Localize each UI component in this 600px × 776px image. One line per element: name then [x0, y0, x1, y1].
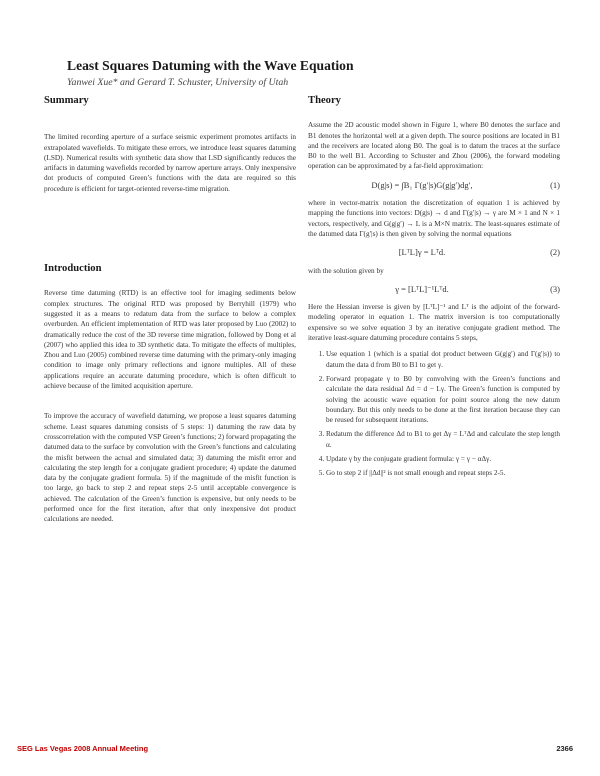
equation-1-number: (1) [550, 179, 560, 190]
equation-1-body: D(g|s) = ∫B₁ Γ(g′|s)G(g|g′)dg′, [371, 179, 473, 190]
equation-3 [308, 284, 560, 294]
paper-header [67, 58, 547, 88]
equation-3-body: γ = [LᵀL]⁻¹Lᵀd. [395, 283, 449, 294]
theory-paragraph-4: Here the Hessian inverse is given by [LᵀL]⁻¹ and Lᵀ is the adjoint of the forward-modeling operator in equation 1. The matrix inversion is too computationally expensive so we solve equation 3 by an iterative conjugate gradient method. The iterative least-square datuming procedure contains 5 steps, [308, 303, 560, 343]
procedure-step: 3. Redatum the difference Δd to B1 to get Δγ = LᵀΔd and calculate the step length α. [326, 429, 560, 450]
procedure-step: 1. Use equation 1 (which is a spatial dot product between G(g|g′) and Γ(g′|s)) to datum the data d from B0 to B1 to get γ. [326, 349, 560, 370]
paper-title: Least Squares Datuming with the Wave Equation [67, 58, 354, 73]
footer-page-number: 2366 [556, 744, 573, 753]
introduction-heading: Introduction [44, 263, 102, 275]
equation-1 [308, 180, 560, 190]
introduction-paragraph-2: To improve the accuracy of wavefield datuming, we propose a least squares datuming scheme. Least squares datuming consists of 5 steps: 1) datuming the raw data by crosscorrelation with the computed VSP Green’s functions; 2) forward propagating the datumed data to the surface by convolution with the Green’s functions and calculating the misfit between the actual and simulated data; 3) datuming the misfit error and calculating the step length for a conjugate gradient procedure; 4) update the datumed data by the conjugate gradient formula. 5) if the magnitude of the misfit function is too large, go back to step 2 and repeat steps 2-5 until acceptable convergence is achieved. The calculation of the Green’s function is expensive, but only needs to be performed once for the first iteration, after that only inexpensive dot product calculations are needed. [44, 412, 296, 524]
procedure-steps [308, 349, 560, 478]
equation-3-number: (3) [550, 283, 560, 294]
introduction-paragraph-1: Reverse time datuming (RTD) is an effective tool for imaging sediments below complex structures. The original RTD was proposed by Berryhill (1979) who suggested it as a means to redatum data from the surface to below a complex overburden. An efficient implementation of RTD was later proposed by Luo (2002) to dramatically reduce the cost of the 3D reverse time migration, followed by Dong et al (2007) who applied this idea to 3D synthetic data. To mitigate the effects of multiples, Zhou and Luo (2005) combined reverse time datuming with the primary-only imaging condition to image only primary reflections and ignore multiples. All of these applications require an accurate datuming procedure, which is often difficult to achieve because of the limited acquisition aperture. [44, 289, 296, 391]
theory-heading: Theory [308, 95, 341, 106]
procedure-step: 5. Go to step 2 if ||Δd||² is not small enough and repeat steps 2-5. [326, 468, 560, 478]
theory-paragraph-2: where in vector-matrix notation the discretization of equation 1 is achieved by mapping the functions into vectors: D(g|s) → d and Γ(g′|s) → γ are M × 1 and N × 1 vectors, respectively, and G(g|g′) → L is a M×N matrix. The least-squares estimate of the datumed data Γ(g′|s) is then given by solving the normal equations [308, 199, 560, 238]
procedure-step: 2. Forward propagate γ to B0 by convolving with the Green’s functions and calculate the data residual Δd = d − Lγ. The Green’s function is computed by solving the acoustic wave equation for point source along the new datum boundary. But this only needs to be done at the first iteration because they can be reused for subsequent iterations. [326, 374, 560, 425]
footer-venue: SEG Las Vegas 2008 Annual Meeting [17, 744, 149, 753]
equation-2-body: [LᵀL]γ = Lᵀd. [398, 247, 446, 258]
left-column [44, 96, 296, 525]
page-footer [17, 744, 573, 753]
theory-paragraph-1: Assume the 2D acoustic model shown in Figure 1, where B0 denotes the surface and B1 denotes the horizontal well at a given depth. The source positions are located in B1 and the receivers are located along B0. The goal is to datum the traces at the surface B0 to the well B1. According to Schuster and Zhou (2006), the forward modeling operation can be approximated by a far-field approximation: [308, 121, 560, 171]
theory-paragraph-3: with the solution given by [308, 266, 384, 275]
summary-text: The limited recording aperture of a surface seismic experiment promotes artifacts in extrapolated wavefields. To mitigate these errors, we introduce least squares datuming (LSD). Numerical results with synthetic data show that LSD significantly reduces the artifacts in datuming wavefields recorded by narrow aperture arrays. Only inexpensive dot products of computed Green’s functions with the data are required so this procedure is efficient for target-oriented reverse-time migration. [44, 133, 296, 193]
author-line: Yanwei Xue* and Gerard T. Schuster, University of Utah [67, 77, 289, 88]
equation-2 [308, 247, 560, 257]
summary-heading: Summary [44, 95, 89, 106]
right-column [308, 96, 560, 483]
procedure-step: 4. Update γ by the conjugate gradient formula: γ = γ − αΔγ. [326, 454, 560, 464]
equation-2-number: (2) [550, 247, 560, 258]
